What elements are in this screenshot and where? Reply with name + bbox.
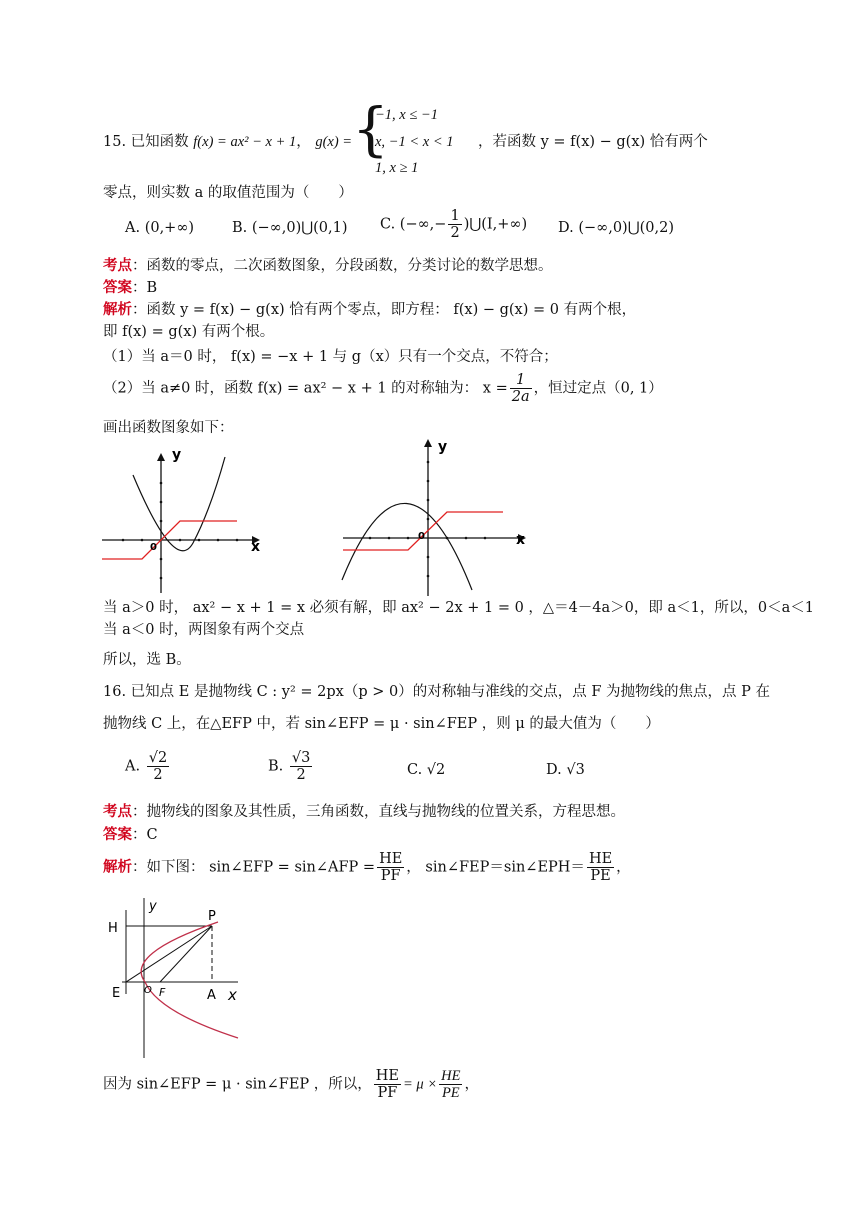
frac-num: HE [441, 1068, 461, 1084]
q15-kaodian [103, 256, 553, 276]
q15-answer [103, 278, 157, 298]
q15-case-a-zero: （1）当 a＝0 时， f(x) = −x + 1 与 g（x）只有一个交点，不符合； [103, 349, 558, 365]
answer-text: ：B [132, 280, 158, 296]
parabola-curve [133, 457, 225, 551]
q15-g-definition: g(x) = [315, 134, 353, 150]
kaodian-text: ：抛物线的图象及其性质，三角函数，直线与抛物线的位置关系，方程思想。 [132, 804, 625, 820]
option-label: B. [268, 758, 284, 775]
frac-num: HE [375, 1068, 400, 1084]
label-O: O [144, 985, 152, 996]
q15-case3: 1, x ≥ 1 [375, 160, 419, 176]
kaodian-text: ：函数的零点，二次函数图象，分段函数，分类讨论的数学思想。 [132, 258, 553, 274]
frac-he-pe [439, 1068, 462, 1101]
q15-option-d: D. (−∞,0)⋃(0,2) [558, 220, 674, 236]
kaodian-label: 考点 [103, 803, 132, 820]
q16-parabola-figure [100, 890, 260, 1060]
q16-stem-line1: 16. 已知点 E 是抛物线 C : y² = 2px（p > 0）的对称轴与准线的交点，点 F 为抛物线的焦点，点 P 在 [103, 684, 770, 700]
line-ep [126, 926, 212, 982]
label-y: y [149, 899, 157, 914]
because-pre: 因为 sin∠EFP = μ · sin∠FEP ，所以， [103, 1076, 372, 1093]
q16-option-a-frac [147, 750, 169, 783]
x-label: x [516, 532, 526, 548]
q15-case1: −1, x ≤ −1 [375, 107, 438, 123]
frac-den: PF [377, 1085, 398, 1101]
x-label: x [251, 539, 261, 555]
q15-conclusion: 所以，选 B。 [103, 652, 191, 668]
frac-num: 1 [450, 208, 460, 224]
because-post: ， [464, 1076, 479, 1093]
q15-option-c [380, 208, 527, 241]
q15-piecewise-brace: { [352, 95, 389, 163]
q15-case2: x, −1 < x < 1 [375, 134, 454, 150]
q15-f-definition: f(x) = ax² − x + 1 [193, 134, 297, 150]
frac-den: 2a [511, 389, 530, 405]
q15-stem-line2: 零点，则实数 a 的取值范围为（ ） [103, 185, 353, 201]
q15-case-a-nonzero [103, 372, 663, 405]
axis-frac [510, 372, 532, 405]
q16-jiexi [103, 851, 631, 884]
label-H: H [108, 921, 118, 936]
label-A: A [207, 988, 216, 1003]
q15-stem-line1-end: ，若函数 y = f(x) − g(x) 恰有两个 [478, 134, 708, 150]
y-axis-arrow [424, 439, 432, 447]
jiexi-post: ， [616, 859, 631, 876]
q16-option-c: C. √2 [407, 762, 446, 778]
option-label: A. [125, 758, 141, 775]
jiexi-pre: ：如下图： sin∠EFP = sin∠AFP = [132, 859, 376, 876]
frac-he-pf [374, 1068, 401, 1101]
q16-option-a [125, 750, 171, 783]
q16-option-b-frac [290, 750, 312, 783]
parabola-curve [141, 922, 238, 1038]
y-axis-arrow [157, 453, 165, 461]
frac-den: 2 [450, 225, 460, 241]
q15-positive-case: 当 a＞0 时， ax² − x + 1 = x 必须有解，即 ax² − 2x + 1 = 0 ，△＝4－4a＞0，即 a＜1，所以，0＜a＜1 [103, 600, 814, 616]
answer-label: 答案 [103, 826, 132, 843]
q16-stem-line2: 抛物线 C 上，在△EFP 中，若 sin∠EFP = μ · sin∠FEP ，则 μ 的最大值为（ ） [103, 716, 660, 732]
q15-stem-text: 15. 已知函数 [103, 134, 189, 150]
label-F: F [159, 986, 166, 999]
q16-option-d: D. √3 [546, 762, 585, 778]
frac-den: PF [380, 868, 401, 884]
frac-num: HE [588, 851, 613, 867]
axis-ticks [122, 482, 239, 580]
answer-label: 答案 [103, 279, 132, 296]
frac-den: PE [441, 1085, 460, 1101]
jiexi-mid: ， sin∠FEP＝sin∠EPH＝ [406, 859, 585, 876]
origin-label: 0 [150, 542, 157, 553]
q16-answer [103, 825, 158, 845]
q15-option-b: B. (−∞,0)⋃(0,1) [232, 220, 348, 236]
frac-den: 2 [296, 767, 306, 783]
label-x: x [228, 986, 237, 1004]
answer-text: ：C [132, 827, 158, 843]
q15-option-a: A. (0,+∞) [125, 220, 195, 236]
q16-option-b [268, 750, 314, 783]
q15-negative-case: 当 a＜0 时，两图象有两个交点 [103, 622, 305, 638]
frac-den: 2 [153, 767, 163, 783]
label-E: E [112, 986, 121, 1001]
q15-option-c-frac [448, 208, 461, 241]
origin-label: 0 [418, 531, 425, 542]
frac-he-pf [377, 851, 404, 884]
frac-num: √3 [291, 750, 311, 766]
jiexi-label: 解析 [103, 301, 132, 318]
case-pre: （2）当 a≠0 时，函数 f(x) = ax² − x + 1 的对称轴为： x = [103, 380, 508, 397]
kaodian-label: 考点 [103, 257, 132, 274]
q16-kaodian [103, 802, 625, 822]
q15-jiexi [103, 300, 636, 320]
jiexi-text: ：函数 y = f(x) − g(x) 恰有两个零点，即方程： f(x) − g(x) = 0 有两个根， [132, 302, 637, 318]
q16-because [103, 1068, 479, 1101]
frac-num: 1 [510, 372, 532, 389]
q15-draw-text: 画出函数图象如下： [103, 420, 234, 436]
y-label: y [438, 439, 448, 455]
jiexi-label: 解析 [103, 858, 132, 876]
frac-den: PE [590, 868, 611, 884]
q15-option-c-pre: C. (−∞,− [380, 216, 447, 233]
because-mid: = μ × [403, 1076, 438, 1093]
case-post: ，恒过定点（0, 1） [533, 380, 663, 397]
q15-stem-line1 [103, 132, 352, 152]
frac-he-pe [587, 851, 614, 884]
label-P: P [208, 909, 216, 924]
q15-option-c-post: )⋃(I,+∞) [463, 216, 528, 233]
frac-num: HE [379, 851, 403, 867]
frac-num: √2 [148, 750, 168, 766]
y-label: y [172, 447, 182, 463]
q15-graph-negative-a [338, 432, 538, 600]
separator: ， [296, 134, 311, 150]
q15-jiexi-line2: 即 f(x) = g(x) 有两个根。 [103, 324, 275, 340]
parabola-curve [342, 503, 472, 590]
q15-graph-positive-a [100, 445, 270, 595]
